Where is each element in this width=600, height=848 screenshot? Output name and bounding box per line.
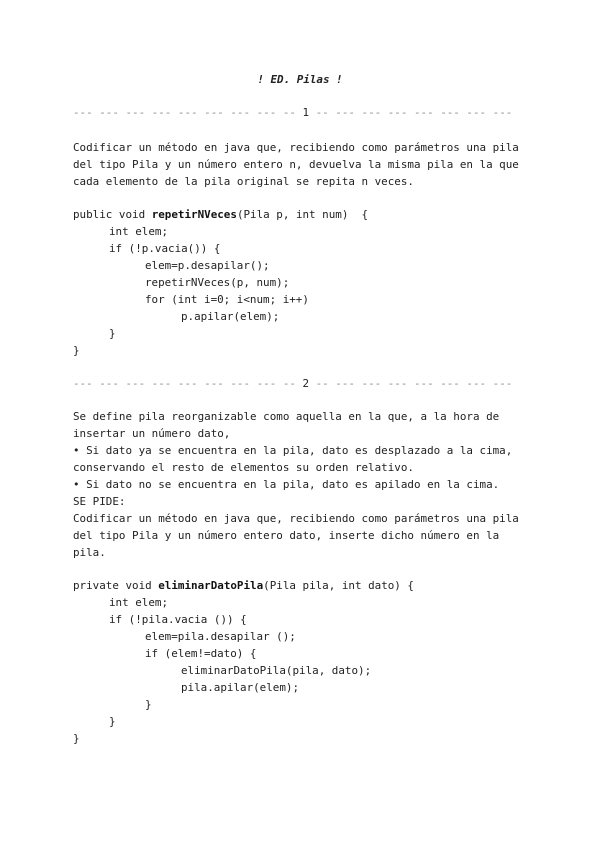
code-line: elem=pila.desapilar ();	[145, 630, 296, 643]
exercise-1-statement	[73, 139, 543, 190]
code-modifiers: public void	[73, 208, 152, 221]
code-line: }	[109, 327, 116, 340]
statement-line: pila.	[73, 546, 106, 559]
statement-line: Codificar un método en java que, recibiendo como parámetros una pila	[73, 512, 519, 525]
code-line: if (!p.vacia()) {	[109, 242, 221, 255]
statement-line: cada elemento de la pila original se repita n veces.	[73, 175, 414, 188]
code-signature	[73, 577, 543, 594]
code-line: for (int i=0; i<num; i++)	[145, 293, 309, 306]
divider-dashes-left: --- --- --- --- --- --- --- --- --	[73, 377, 303, 390]
divider-dashes-right: -- --- --- --- --- --- --- ---	[309, 106, 513, 119]
method-name: eliminarDatoPila	[158, 579, 264, 592]
exercise-2-code	[73, 577, 543, 747]
code-modifiers: private void	[73, 579, 159, 592]
code-line: if (elem!=dato) {	[145, 647, 257, 660]
code-line: repetirNVeces(p, num);	[145, 276, 290, 289]
divider-dashes-left: --- --- --- --- --- --- --- --- --	[73, 106, 303, 119]
statement-line: del tipo Pila y un número entero dato, inserte dicho número en la	[73, 529, 500, 542]
code-params: (Pila pila, int dato) {	[263, 579, 414, 592]
statement-line: Codificar un método en java que, recibiendo como parámetros una pila	[73, 141, 519, 154]
code-line: p.apilar(elem);	[181, 310, 280, 323]
code-line: eliminarDatoPila(pila, dato);	[181, 664, 372, 677]
document-title: ! ED. Pilas !	[257, 73, 343, 86]
code-line: int elem;	[109, 596, 169, 609]
statement-line: del tipo Pila y un número entero n, devuelva la misma pila en la que	[73, 158, 519, 171]
code-line: }	[73, 344, 80, 357]
exercise-1-code	[73, 206, 543, 359]
code-line: elem=p.desapilar();	[145, 259, 270, 272]
code-params: (Pila p, int num) {	[236, 208, 369, 221]
code-line: int elem;	[109, 225, 169, 238]
statement-heading: SE PIDE:	[73, 495, 126, 508]
code-line: }	[145, 698, 152, 711]
statement-bullet: • Si dato ya se encuentra en la pila, dato es desplazado a la cima,	[73, 444, 513, 457]
statement-line: Se define pila reorganizable como aquella en la que, a la hora de	[73, 410, 500, 423]
section-divider-2	[73, 375, 533, 392]
divider-dashes-right: -- --- --- --- --- --- --- ---	[309, 377, 513, 390]
code-line: if (!pila.vacia ()) {	[109, 613, 247, 626]
exercise-2-statement	[73, 408, 543, 561]
code-signature	[73, 206, 543, 223]
statement-bullet: • Si dato no se encuentra en la pila, dato es apilado en la cima.	[73, 478, 500, 491]
statement-line: insertar un número dato,	[73, 427, 231, 440]
code-line: }	[109, 715, 116, 728]
method-name: repetirNVeces	[151, 208, 237, 221]
section-number: 1	[302, 106, 310, 119]
code-line: }	[73, 732, 80, 745]
section-number: 2	[302, 377, 310, 390]
statement-line: conservando el resto de elementos su orden relativo.	[73, 461, 414, 474]
section-divider-1	[73, 104, 533, 121]
code-line: pila.apilar(elem);	[181, 681, 300, 694]
